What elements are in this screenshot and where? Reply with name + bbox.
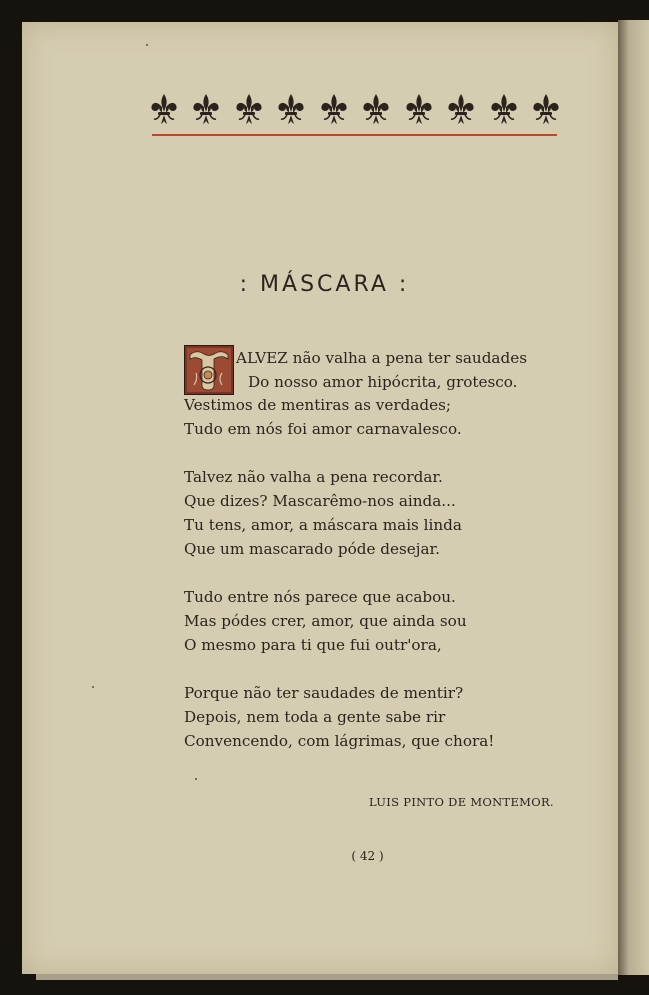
fleur-de-lis-icon xyxy=(362,92,390,126)
poem-line-7: Tu tens, amor, a máscara mais linda xyxy=(184,516,462,534)
fleur-de-lis-icon xyxy=(320,92,348,126)
next-page-edge xyxy=(618,20,649,975)
poem-line-1: ALVEZ não valha a pena ter saudades xyxy=(236,349,527,367)
poem-line-11: O mesmo para ti que fui outr'ora, xyxy=(184,636,442,654)
fleur-de-lis-icon xyxy=(405,92,433,126)
poem-line-6: Que dizes? Mascarêmo-nos ainda... xyxy=(184,492,456,510)
paper-speck xyxy=(146,44,148,46)
fleur-de-lis-icon xyxy=(192,92,220,126)
poem-line-9: Tudo entre nós parece que acabou. xyxy=(184,588,456,606)
fleur-de-lis-icon xyxy=(235,92,263,126)
poem-title: : MÁSCARA : xyxy=(239,272,410,297)
poem-line-8: Que um mascarado póde desejar. xyxy=(184,540,440,558)
stanza-3 xyxy=(184,585,494,657)
stanza-1 xyxy=(184,345,527,441)
poem-line-10: Mas pódes crer, amor, que ainda sou xyxy=(184,612,467,630)
drop-cap-t-illuminated-icon xyxy=(184,345,234,395)
paper-speck xyxy=(92,686,94,688)
poem-line-5: Talvez não valha a pena recordar. xyxy=(184,468,443,486)
author-signature: LUIS PINTO DE MONTEMOR. xyxy=(369,795,554,809)
fleur-de-lis-icon xyxy=(532,92,560,126)
poem-line-12: Porque não ter saudades de mentir? xyxy=(184,684,464,702)
poem-line-3: Vestimos de mentiras as verdades; xyxy=(184,396,451,414)
poem-line-14: Convencendo, com lágrimas, que chora! xyxy=(184,732,495,750)
red-rule-divider xyxy=(152,134,557,136)
first-line-block xyxy=(184,345,527,393)
fleur-de-lis-icon xyxy=(447,92,475,126)
poem-body xyxy=(184,345,527,777)
poem-line-2: Do nosso amor hipócrita, grotesco. xyxy=(248,373,518,391)
fleur-de-lis-icon xyxy=(277,92,305,126)
fleur-de-lis-ornament-row xyxy=(150,92,560,126)
paper-speck xyxy=(195,778,197,780)
fleur-de-lis-icon xyxy=(150,92,178,126)
stanza-4 xyxy=(184,681,494,753)
poem-line-4: Tudo em nós foi amor carnavalesco. xyxy=(184,420,462,438)
page-number: ( 42 ) xyxy=(351,849,384,863)
fleur-de-lis-icon xyxy=(490,92,518,126)
poem-line-13: Depois, nem toda a gente sabe rir xyxy=(184,708,446,726)
stanza-2 xyxy=(184,465,494,561)
